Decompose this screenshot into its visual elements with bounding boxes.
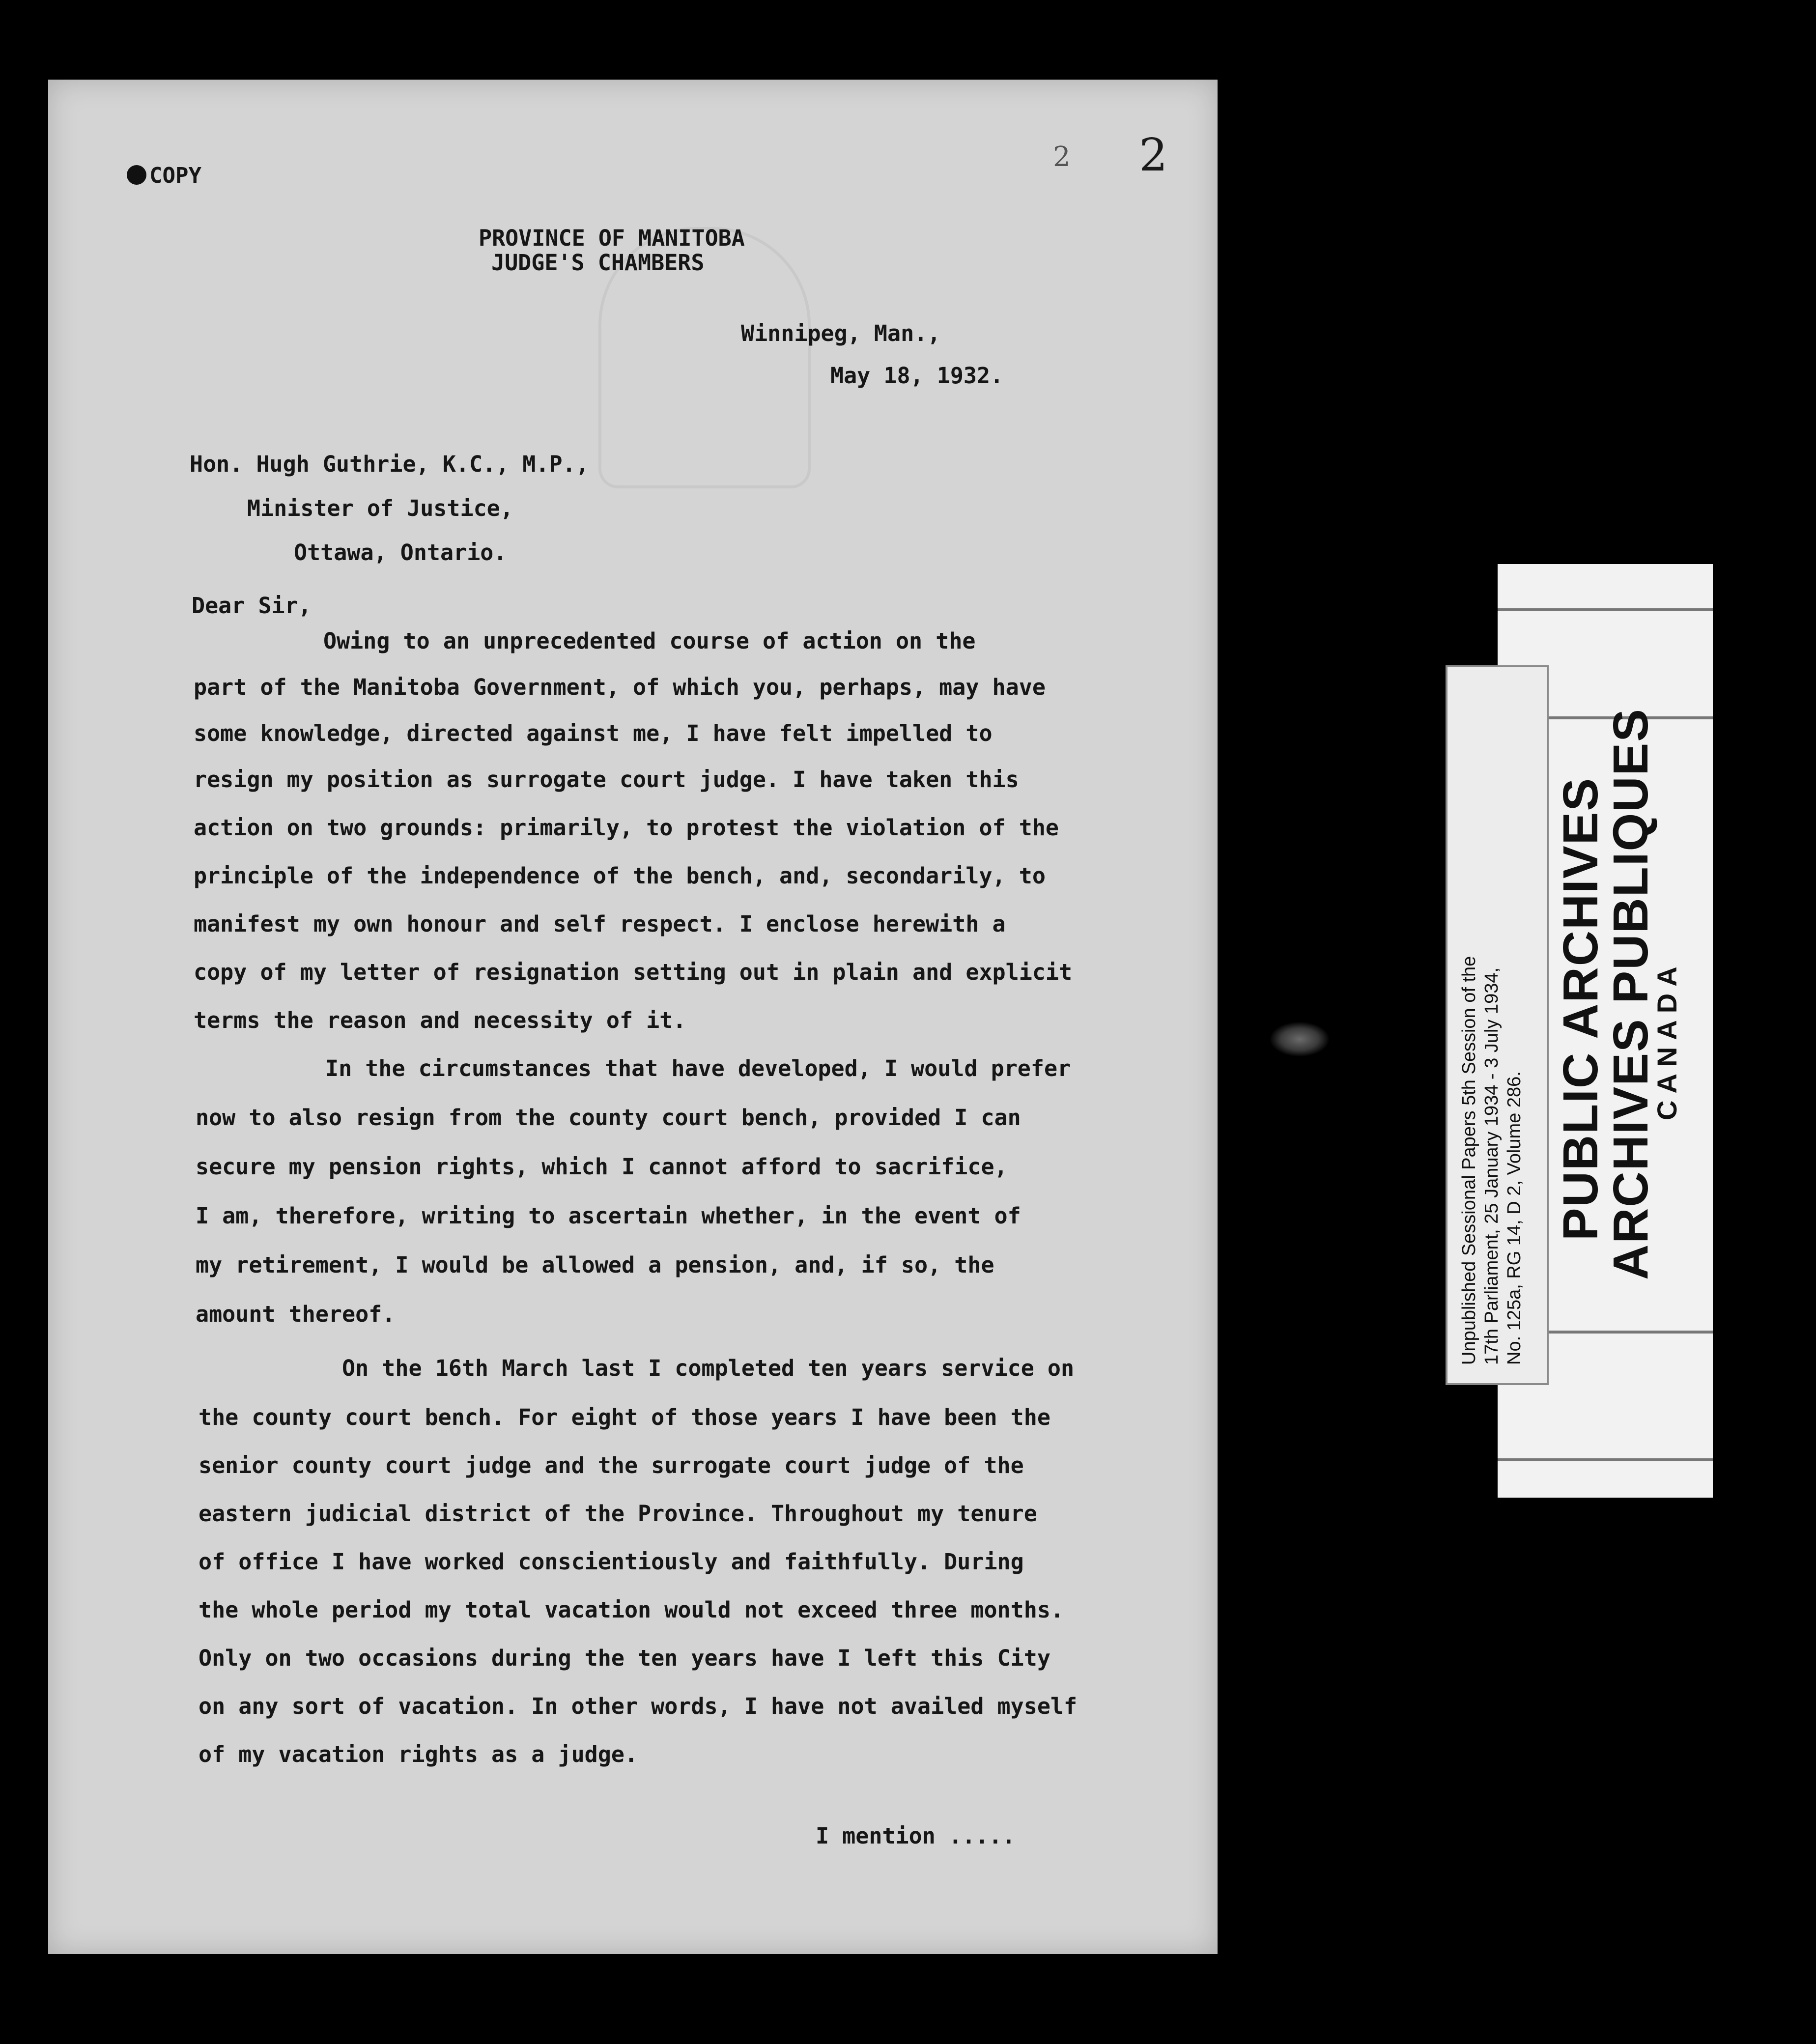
letterhead-line-1: PROVINCE OF MANITOBA bbox=[479, 225, 745, 251]
card-divider bbox=[1498, 608, 1713, 611]
paragraph-3-line: senior county court judge and the surrogate court judge of the bbox=[199, 1452, 1024, 1478]
paragraph-3-line: of my vacation rights as a judge. bbox=[199, 1741, 638, 1767]
archives-stamp-line-2: ARCHIVES PUBLIQUES bbox=[1603, 708, 1658, 1280]
paragraph-1-line: copy of my letter of resignation setting out in plain and explicit bbox=[194, 959, 1073, 985]
copy-label: COPY bbox=[149, 163, 201, 188]
paragraph-1-line: manifest my own honour and self respect. I enclose herewith a bbox=[194, 911, 1006, 937]
salutation: Dear Sir, bbox=[192, 593, 312, 619]
date-line: May 18, 1932. bbox=[830, 363, 1004, 389]
letter-page bbox=[48, 80, 1218, 1954]
paragraph-3-line: the whole period my total vacation would not exceed three months. bbox=[199, 1597, 1064, 1623]
folio-number-faint: 2 bbox=[1053, 141, 1071, 173]
recipient-address: Ottawa, Ontario. bbox=[294, 539, 507, 566]
citation-line-1: Unpublished Sessional Papers 5th Session of the bbox=[1459, 956, 1479, 1365]
paragraph-2-line: secure my pension rights, which I cannot afford to sacrifice, bbox=[196, 1154, 1008, 1180]
folio-number: 2 bbox=[1139, 129, 1168, 181]
citation-line-2: 17th Parliament, 25 January 1934 - 3 July 1934, bbox=[1481, 967, 1502, 1365]
archives-stamp-country: CANADA bbox=[1651, 960, 1682, 1120]
paragraph-1-line: terms the reason and necessity of it. bbox=[194, 1007, 686, 1033]
smudge-mark bbox=[1270, 1022, 1329, 1056]
paragraph-3-line: of office I have worked conscientiously and faithfully. During bbox=[199, 1549, 1024, 1575]
citation-line-3: No. 125a, RG 14, D 2, Volume 286. bbox=[1504, 1071, 1525, 1365]
paragraph-3-line: the county court bench. For eight of those years I have been the bbox=[199, 1404, 1050, 1430]
paragraph-2-line: amount thereof. bbox=[196, 1301, 396, 1327]
paragraph-1-line: Owing to an unprecedented course of action on the bbox=[323, 628, 976, 654]
paragraph-3-line: On the 16th March last I completed ten years service on bbox=[342, 1355, 1075, 1381]
letterhead-line-2: JUDGE'S CHAMBERS bbox=[491, 250, 705, 276]
paragraph-1-line: action on two grounds: primarily, to protest the violation of the bbox=[194, 815, 1059, 841]
paragraph-3-line: eastern judicial district of the Province. Throughout my tenure bbox=[199, 1501, 1037, 1527]
paragraph-2-line: my retirement, I would be allowed a pension, and, if so, the bbox=[196, 1252, 994, 1278]
paragraph-3-line: on any sort of vacation. In other words, I have not availed myself bbox=[199, 1693, 1078, 1719]
card-divider bbox=[1498, 1458, 1713, 1461]
paragraph-2-line: I am, therefore, writing to ascertain whether, in the event of bbox=[196, 1203, 1021, 1229]
paragraph-1-line: principle of the independence of the bench, and, secondarily, to bbox=[194, 863, 1046, 889]
citation-strip bbox=[1446, 665, 1549, 1385]
continuation-line: I mention ..... bbox=[816, 1823, 1016, 1849]
paragraph-2-line: now to also resign from the county court bench, provided I can bbox=[196, 1105, 1021, 1131]
paragraph-1-line: resign my position as surrogate court judge. I have taken this bbox=[194, 766, 1019, 793]
paragraph-1-line: part of the Manitoba Government, of which you, perhaps, may have bbox=[194, 674, 1046, 700]
paragraph-1-line: some knowledge, directed against me, I have felt impelled to bbox=[194, 720, 993, 746]
punch-hole-dot bbox=[127, 165, 146, 185]
copy-mark bbox=[127, 163, 201, 188]
paragraph-2-line: In the circumstances that have developed, I would prefer bbox=[325, 1055, 1071, 1081]
recipient-title: Minister of Justice, bbox=[247, 495, 513, 521]
place-line: Winnipeg, Man., bbox=[741, 320, 941, 346]
archives-stamp-line-1: PUBLIC ARCHIVES bbox=[1553, 777, 1608, 1241]
recipient-name: Hon. Hugh Guthrie, K.C., M.P., bbox=[190, 451, 589, 477]
paragraph-3-line: Only on two occasions during the ten years have I left this City bbox=[199, 1645, 1050, 1671]
